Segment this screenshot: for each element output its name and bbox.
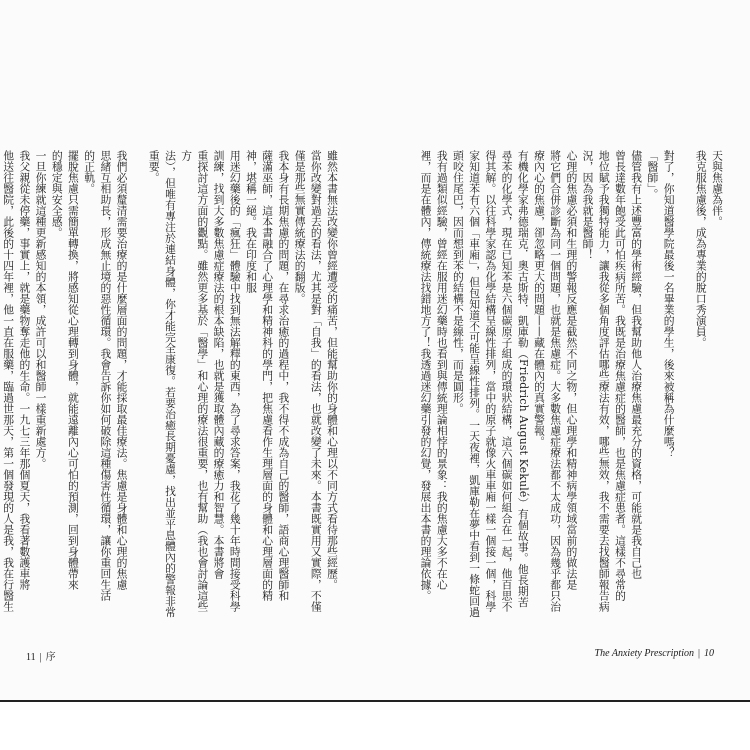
- text-column: 用迷幻藥後的「瘋狂」體驗中找到無法解釋的東西，為了尋求答案，我花了幾十年時間接受科學: [228, 150, 242, 612]
- left-page: [0, 150, 375, 663]
- right-page-text: [407, 150, 725, 620]
- right-page: [375, 150, 750, 659]
- running-title: The Anxiety Prescription: [594, 648, 694, 659]
- text-column: 我有過類似經驗，曾經在服用迷幻藥時也看到與傳統理論相悖的景象：我的焦慮大多不在心: [435, 150, 449, 590]
- running-title: 序: [45, 652, 56, 663]
- text-column: 家知道苯有六個「車廂」，但包知道不可能呈線性排列。一天夜裡，凱庫勒在夢中看到一條蛇回過: [468, 150, 482, 618]
- text-column: 重探討這方面的觀點。雖然更多基於「醫學」和心理的療法很重要，也有幫助（我也會討論這些方: [180, 150, 210, 612]
- text-column: 重要。: [147, 150, 161, 183]
- text-column: 得其解。以往科學家認為化學結構呈線性排列，當中的原子就像火車車廂一樣一個接一個，科學: [484, 150, 498, 612]
- text-column: 擺脫焦慮只需簡單轉換，將感知從心理轉到身體，就能遠離內心可怕的預測，回到身體帶來: [66, 150, 80, 590]
- text-column: 裡，而是在體內，傳統療法找錯地方了！我透過迷幻藥引發的幻覺，發展出本書的理論依據。: [419, 150, 433, 601]
- text-column: 僅是那些無實傳統療法的翻版。: [293, 150, 307, 304]
- text-column: 尋苯的化學式，現在已知苯是六個碳原子組成的環狀結構，這六個碳如何組合在一起，他百思不: [500, 150, 514, 612]
- text-column: 薩滿巫師，這本書融合了心理學和精神科的學門，把焦慮看作生理層面的身體和心理層面的精神，堪稱一絕。我在印度和服: [244, 150, 275, 601]
- left-page-folio: [26, 648, 56, 663]
- text-column: 我父親從未停藥，事實上，就是藥物奪走他的生命。一九七三年那個夏天，我看著數護車將: [18, 150, 32, 590]
- text-column: 我克服焦慮後，成為專業的脫口秀演員。: [694, 150, 708, 348]
- right-page-folio: [595, 648, 714, 659]
- text-column: 一旦你練就這種更新感知的本領，成許可以和醫師一樣重新處方。: [34, 150, 48, 469]
- text-column: 「醫師」。: [646, 150, 660, 200]
- text-column: 療內心的焦慮，卻忽略更大的問題——藏在體內的真實警報。: [532, 150, 546, 447]
- page-bottom-margin: [0, 700, 750, 750]
- paragraph-gap: [130, 150, 146, 620]
- text-column: 我本身有長期焦慮的問題，在尋求治癒的過程中，我不得不成為自己的醫師，語商心理醫師和: [277, 150, 291, 601]
- text-column: 思緒互相助長，形成無止境的惡性循環。我會告訴你如何破除這種傷害性循環，讓你重回生活: [99, 150, 113, 601]
- text-column: 心理的焦慮必須和生理的警報反應是截然不同之物，但心理學和精神病學領域當前的做法是: [565, 150, 579, 590]
- text-column: 有機化學家弗德瑞克．奧古斯特．凱庫勒（Friedrich August Kekulé）有個故事。他長期苦: [516, 150, 530, 608]
- text-column: 當你改變對過去的看法，尤其是對「自我」的看法，也就改變了未來。本書既實用又實際，不僅: [309, 150, 323, 612]
- text-column: 天與焦慮為伴。: [711, 150, 724, 227]
- folio-separator: |: [39, 652, 42, 663]
- text-column: 對了，你知道醫學院最後一名畢業的學生，後來被稱為什麼嗎？: [662, 150, 676, 458]
- text-column: 的穩定與安全感。: [50, 150, 64, 238]
- paragraph-gap: [677, 150, 693, 620]
- page-edge-line: [0, 700, 750, 702]
- left-page-text: [2, 150, 340, 620]
- text-column: 儘管我有上述豐富的學術經驗，但我幫助他人治療焦慮最充分的資格，可能就是我自己也: [630, 150, 644, 579]
- text-column: 我們必須釐清需要治療的是什麼層面的問題，才能採取最佳療法。焦慮是身體和心理的焦慮: [115, 150, 129, 590]
- page-number: 10: [704, 648, 714, 659]
- text-column: 雖然本書無法改變你曾經遭受的痛苦，但能幫助你的身體和心理以不同方式看待那些經歷。: [326, 150, 339, 590]
- folio-separator: |: [697, 648, 700, 659]
- text-column: 的正軌。: [83, 150, 97, 194]
- text-column: 他送往醫院，此後的十四年裡，他一直在服藥，臨過世那天，第一個發現的人是我，我在行醫生: [2, 150, 16, 612]
- text-column: 地位賦予我獨特能力，讓我從多個角度評估哪些療法有效，哪些無效，我不需要去找醫師報告病: [597, 150, 611, 612]
- text-column: 將它們合併診斷為同一個問題，也就是焦慮症。大多數焦慮症療法都不太成功，因為幾乎都只治: [549, 150, 563, 612]
- text-column: 曾長達數年飽受此可怕疾病所苦。我既是治療焦慮症的醫師，也是焦慮症患者。這樣不尋常的: [613, 150, 627, 601]
- text-column: 頭咬住尾巴，因而想到苯的結構不是線性，而是圓形。: [451, 150, 465, 414]
- text-column: 訓練，找到大多數焦慮症療法的根本缺陷，也就是獲取體內藏的療癒力和智慧。本書將會: [212, 150, 226, 579]
- text-column: 況，因為我就是醫師！: [581, 150, 595, 260]
- text-column: 法），但唯有專注於連結身體，你才能完全康復。若要治癒長期憂慮，找出並平息體內的警報非常: [163, 150, 177, 618]
- page-number: 11: [26, 652, 36, 663]
